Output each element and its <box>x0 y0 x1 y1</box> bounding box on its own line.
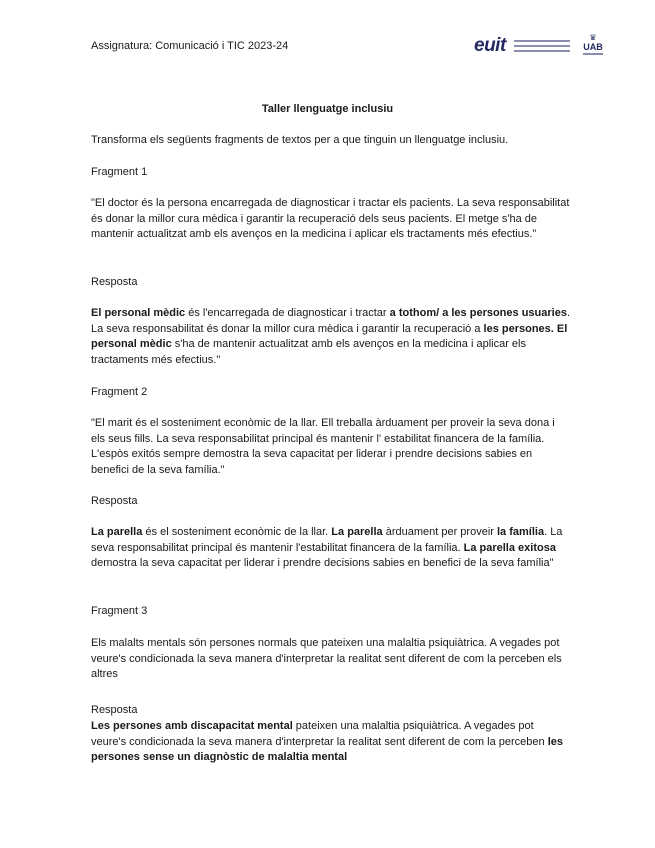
text-run: s'ha de mantenir actualitzat amb els avenços en la medicina i aplicar els tractaments més efectius." <box>91 338 526 366</box>
bold-text-run: les persones sense un diagnòstic de malaltia mental <box>91 735 563 763</box>
euit-logo-subtitle <box>514 40 570 55</box>
text-run: pateixen una malaltia psiquiàtrica. A vegades pot veure's condicionada la seva manera d'interpretar la realitat sent diferent de com la perceben <box>91 720 548 748</box>
bold-text-run: les persones. El personal mèdic <box>91 322 568 350</box>
fragment-2-text: "El marit és el sosteniment econòmic de la llar. Ell treballa àrduament per proveir la seva dona i els seus fills. La seva responsabilitat principal és mantenir l' estabilitat financera de la família. L'espòs exitós sempre demostra la seva capacitat per liderar i prendre decisions sabies en benefici de la seva família." <box>91 417 555 476</box>
university-logo <box>474 34 608 60</box>
bold-text-run: Les persones amb discapacitat mental <box>91 720 293 732</box>
fragment-1-answer-label: Resposta <box>91 276 138 288</box>
fragment-1-label: Fragment 1 <box>91 166 148 178</box>
fragment-1-answer <box>91 306 571 368</box>
text-run: és l'encarregada de diagnosticar i tractar <box>185 307 390 319</box>
bold-text-run: a tothom/ a les persones usuaries <box>389 307 567 319</box>
fragment-2-answer-label: Resposta <box>91 495 138 507</box>
bold-text-run: la família <box>497 526 545 538</box>
page-title: Taller llenguatge inclusiu <box>261 103 394 115</box>
crown-icon: ♛ <box>589 33 597 42</box>
fragment-3-answer-label: Resposta <box>91 704 138 716</box>
bold-text-run: El personal mèdic <box>91 307 186 319</box>
bold-text-run: La parella <box>91 526 143 538</box>
text-run: . La seva responsabilitat principal és mantenir l'estabilitat financera de la família. <box>91 526 563 554</box>
text-run: és el sosteniment econòmic de la llar. <box>142 526 332 538</box>
bold-text-run: La parella exitosa <box>463 541 556 554</box>
course-header: Assignatura: Comunicació i TIC 2023-24 <box>91 40 289 52</box>
uab-logo <box>580 34 606 55</box>
fragment-3-answer <box>91 719 571 766</box>
uab-logo-text: UAB <box>583 42 603 52</box>
fragment-2-answer <box>91 525 571 572</box>
fragment-3-label: Fragment 3 <box>91 605 148 617</box>
bold-text-run: La parella <box>331 526 383 538</box>
fragment-3-text: Els malalts mentals són persones normals que pateixen una malaltia psiquiàtrica. A vegades pot veure's condicionada la seva manera d'interpretar la realitat sent diferent de com la perceben els altres <box>91 637 562 680</box>
fragment-1-text: "El doctor és la persona encarregada de diagnosticar i tractar els pacients. La seva responsabilitat és donar la millor cura mèdica i garantir la recuperació dels seus pacients. El metge s'ha de mantenir actualitzat amb els avenços en la medicina i aplicar els tractaments més efectius." <box>91 197 570 240</box>
fragment-2-label: Fragment 2 <box>91 386 148 398</box>
text-run: demostra la seva capacitat per liderar i prendre decisions sabies en benefici de la seva família" <box>91 557 554 569</box>
instruction: Transforma els següents fragments de textos per a que tinguin un llenguatge inclusiu. <box>91 134 509 146</box>
euit-logo-text: euit <box>474 35 506 56</box>
text-run: . La seva responsabilitat és donar la millor cura mèdica i garantir la recuperació a <box>91 307 571 335</box>
text-run: àrduament per proveir <box>382 526 497 538</box>
